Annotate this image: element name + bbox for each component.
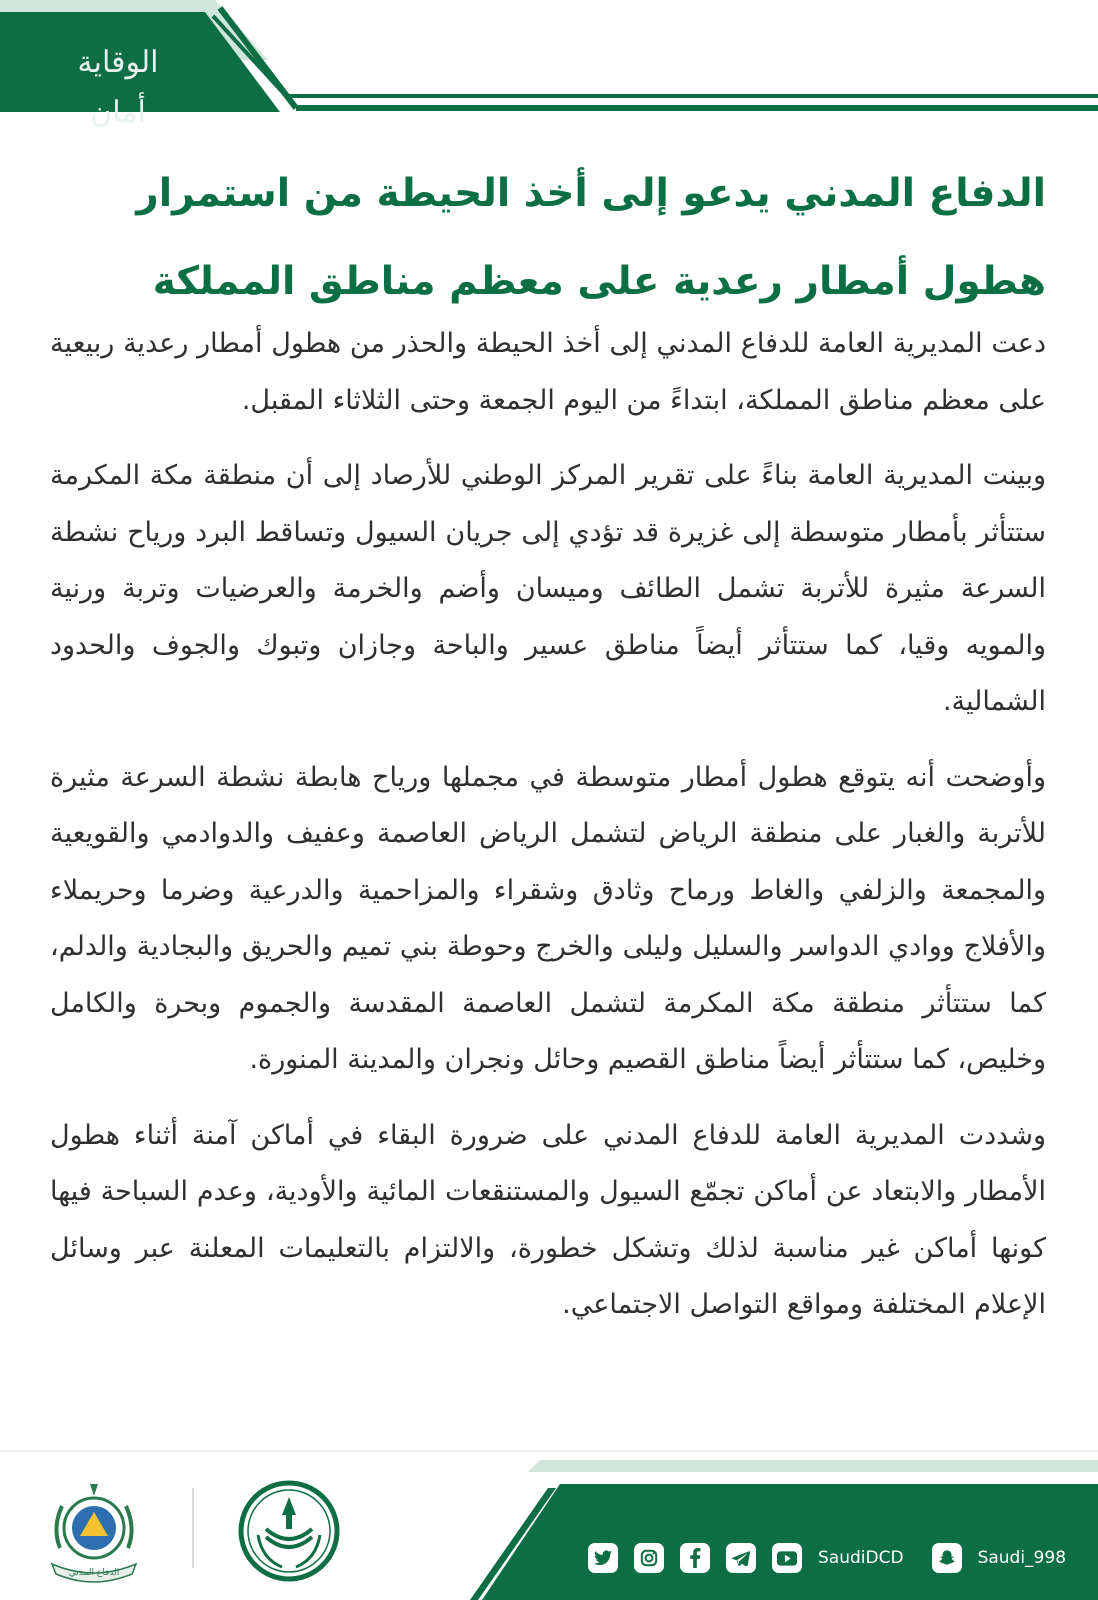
youtube-handle[interactable]: SaudiDCD (818, 1548, 904, 1568)
social-bar (588, 1538, 1078, 1578)
header-band (0, 0, 1098, 130)
facebook-icon[interactable] (680, 1543, 710, 1573)
paragraph-1: دعت المديرية العامة للدفاع المدني إلى أخذ الحيطة والحذر من هطول أمطار رعدية ربيعية على معظم مناطق المملكة، ابتداءً من اليوم الجمعة وحتى الثلاثاء المقبل. (50, 328, 1046, 416)
twitter-icon[interactable] (588, 1543, 618, 1573)
instagram-icon[interactable] (634, 1543, 664, 1573)
title-line-1: الدفاع المدني يدعو إلى أخذ الحيطة من استمرار (136, 171, 1046, 216)
snapchat-icon[interactable] (932, 1543, 962, 1573)
ministry-emblem (236, 1475, 342, 1587)
slogan-calligraphy: الوقاية أمان (77, 45, 159, 130)
title-line-2: هطول أمطار رعدية على معظم مناطق المملكة (152, 259, 1046, 304)
telegram-icon[interactable] (726, 1543, 756, 1573)
civil-defense-logo-text: الدفاع المدني (68, 1568, 120, 1578)
paragraph-4: وشددت المديرية العامة للدفاع المدني على ضرورة البقاء في أماكن آمنة أثناء هطول الأمطار والابتعاد عن أماكن تجمّع السيول والمستنقعات المائية والأودية، وعدم السباحة فيها كونها أماكن غير مناسبة لذلك وتشكل خطورة، والالتزام بالتعليمات المعلنة عبر وسائل الإعلام المختلفة ومواقع التواصل الاجتماعي. (50, 1119, 1046, 1320)
snapchat-handle[interactable]: Saudi_998 (977, 1548, 1067, 1568)
page-title (48, 150, 1046, 326)
paragraph-3: وأوضحت أنه يتوقع هطول أمطار متوسطة في مجملها ورياح هابطة نشطة السرعة مثيرة للأتربة والغبار على منطقة الرياض لتشمل الرياض العاصمة وعفيف والدوادمي والقويعية والمجمعة والزلفي والغاط ورماح وثادق وشقراء والمزاحمية والدرعية وضرما وحريملاء والأفلاج ووادي الدواسر والسليل وليلى والخرج وحوطة بني تميم والحريق والبجادية والدلم، كما ستتأثر منطقة مكة المكرمة لتشمل العاصمة المقدسة والجموم وبحرة والكامل وخليص، كما ستتأثر أيضاً مناطق القصيم وحائل ونجران والمدينة المنورة. (50, 761, 1046, 1075)
paragraph-2: وبينت المديرية العامة بناءً على تقرير المركز الوطني للأرصاد إلى أن منطقة مكة المكرمة ستتأثر بأمطار متوسطة إلى غزيرة قد تؤدي إلى جريان السيول وتساقط البرد ورياح نشطة السرعة مثيرة للأتربة تشمل الطائف وميسان وأضم والخرمة والعرضيات وتربة ورنية والمويه وقيا، كما ستتأثر أيضاً مناطق عسير والباحة وجازان وتبوك والجوف والحدود الشمالية. (50, 460, 1046, 717)
article-body (50, 316, 1046, 1353)
civil-defense-logo (38, 1478, 150, 1588)
logo-divider (192, 1488, 194, 1568)
youtube-icon[interactable] (772, 1543, 802, 1573)
